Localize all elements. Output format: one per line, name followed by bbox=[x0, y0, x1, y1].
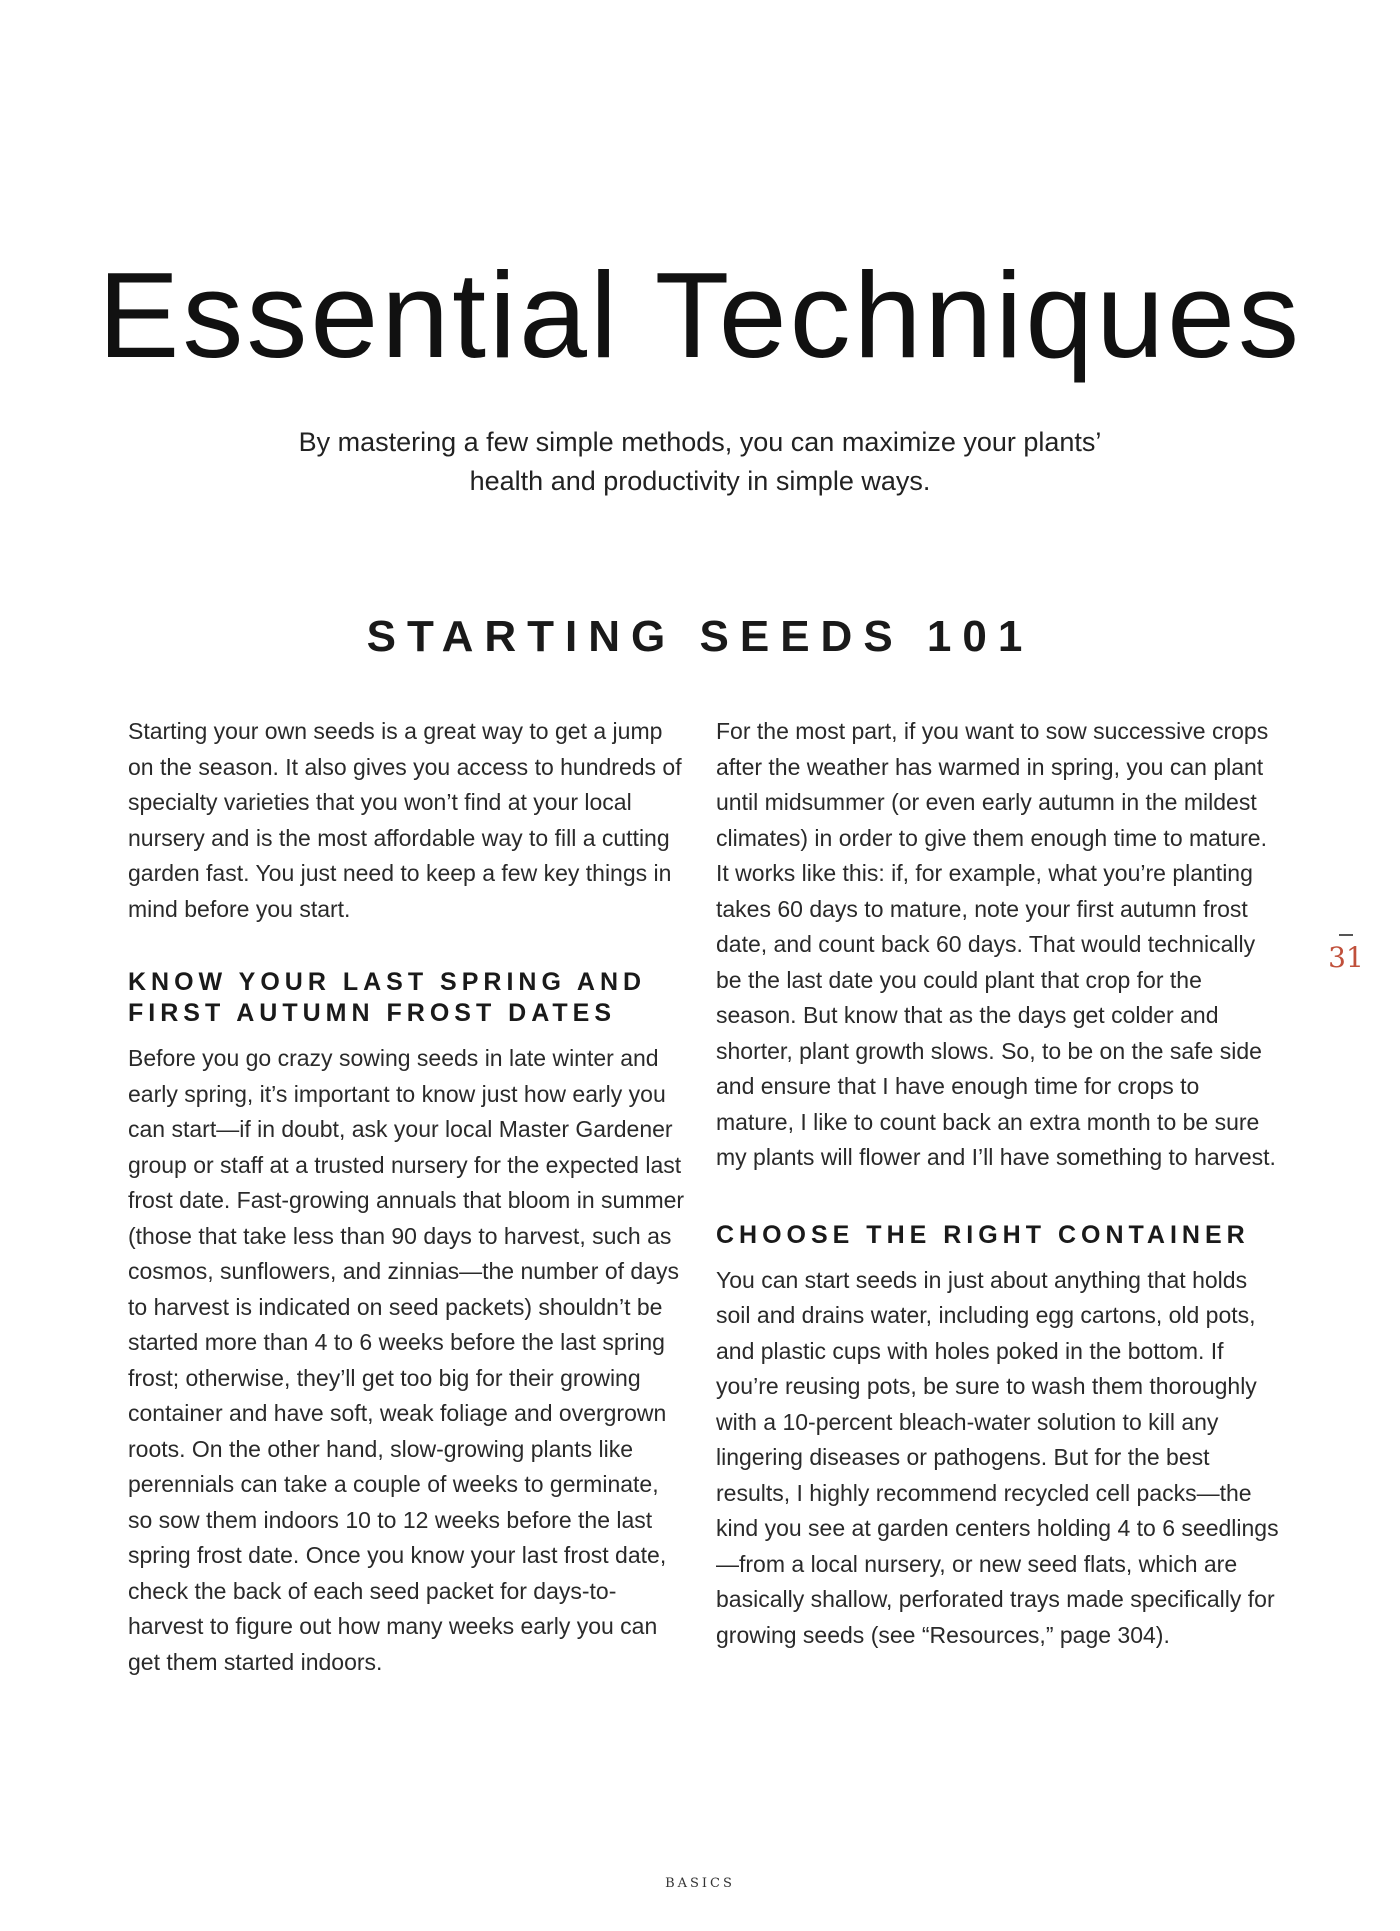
page-subtitle bbox=[250, 423, 1150, 501]
page-number: 31 bbox=[1328, 941, 1364, 974]
page-number-block bbox=[1322, 934, 1370, 972]
intro-paragraph: Starting your own seeds is a great way to get a jump on the season. It also gives you access to hundreds of specialty varieties that you won’t find at your local nursery and is the most affordable way to fill a cutting garden fast. You just need to keep a few key things in mind before you start. bbox=[128, 718, 682, 922]
page-title: Essential Techniques bbox=[98, 247, 1302, 383]
section-heading: STARTING SEEDS 101 bbox=[366, 612, 1034, 661]
frost-dates-paragraph: Before you go crazy sowing seeds in late winter and early spring, it’s important to know just how early you can start—if in doubt, ask your local Master Gardener group or staff at a trusted nursery for the expected last frost date. Fast-growing annuals that bloom in summer (those that take less than 90 days to harvest, such as cosmos, sunflowers, and zinnias—the number of days to harvest is indicated on seed packets) shouldn’t be started more than 4 to 6 weeks before the last spring frost; otherwise, they’ll get too big for their growing container and have soft, weak foliage and overgrown roots. On the other hand, slow-growing plants like perennials can take a couple of weeks to germinate, so sow them indoors 10 to 12 weeks before the last spring frost date. Once you know your last frost date, check the back of each seed packet for days-to-harvest to figure out how many weeks early you can get them started indoors. bbox=[128, 1045, 685, 1675]
container-paragraph: You can start seeds in just about anything that holds soil and drains water, including egg cartons, old pots, and plastic cups with holes poked in the bottom. If you’re reusing pots, be sure to wash them thoroughly with a 10-percent bleach-water solution to kill any lingering diseases or pathogens. But for the best results, I highly recommend recycled cell packs—the kind you see at garden centers holding 4 to 6 seedlings—from a local nursery, or new seed flats, which are basically shallow, perforated trays made specifically for growing seeds (see “Resources,” page 304). bbox=[716, 1266, 1279, 1648]
right-column bbox=[716, 714, 1281, 1653]
frost-dates-subheading: KNOW YOUR LAST SPRING AND FIRST AUTUMN FROST DATES bbox=[128, 968, 647, 1027]
container-subheading: CHOOSE THE RIGHT CONTAINER bbox=[716, 1220, 1250, 1249]
subtitle-line: health and productivity in simple ways. bbox=[469, 466, 931, 496]
running-footer: BASICS bbox=[665, 1876, 735, 1891]
subtitle-line: By mastering a few simple methods, you can maximize your plants’ bbox=[298, 427, 1102, 457]
left-column bbox=[128, 714, 688, 1680]
successive-crops-paragraph: For the most part, if you want to sow successive crops after the weather has warmed in spring, you can plant until midsummer (or even early autumn in the mildest climates) in order to give them enough time to mature. It works like this: if, for example, what you’re planting takes 60 days to mature, note your first autumn frost date, and count back 60 days. That would technically be the last date you could plant that crop for the season. But know that as the days get colder and shorter, plant growth slows. So, to be on the safe side and ensure that I have enough time for crops to mature, I like to count back an extra month to be sure my plants will flower and I’ll have something to harvest. bbox=[716, 718, 1276, 1170]
page-number-dash bbox=[1339, 934, 1353, 936]
